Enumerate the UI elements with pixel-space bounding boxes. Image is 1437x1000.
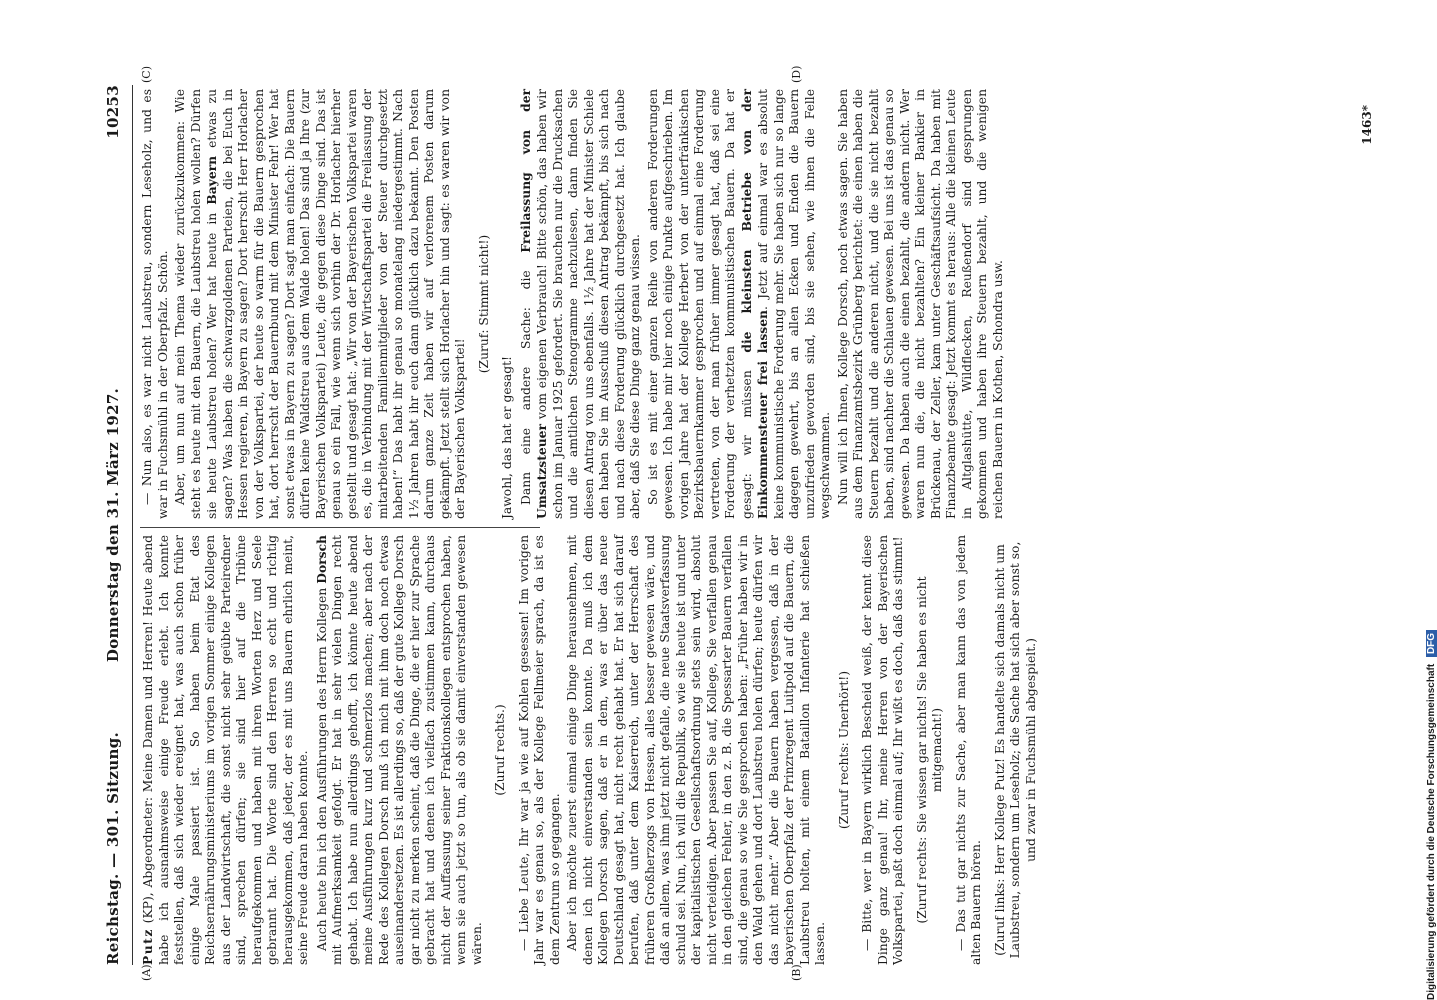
- credit-text: Digitalisierung gefördert durch die Deutsche Forschungsgemeinschaft: [1426, 663, 1437, 1000]
- paragraph-text: Dann eine andere Sache: die: [518, 252, 533, 505]
- paragraph: [314, 535, 486, 965]
- emphasis: Dorsch: [313, 535, 329, 584]
- paragraph: [836, 89, 1007, 519]
- left-column: [140, 535, 1362, 965]
- paragraph-text: — Liebe Leute, Ihr war ja wie auf Kohlen gesessen! Im vorigen Jahr war es genau so, als der Kollege Fellmeier sprach, da ist es dem Zentrum so gegangen.: [516, 535, 562, 965]
- interjection: (Zuruf links: Herr Kollege Putz! Es handelte sich damals nicht um Laubstreu, sondern um Leseholz; die Sache hat sich aber sonst so, und zwar in Fuchsmühl abgespielt.): [992, 541, 1038, 959]
- emphasis: die kleinsten Betriebe von der Einkommensteuer frei lassen: [738, 89, 770, 519]
- paragraph: [173, 89, 469, 519]
- digitization-credit: [1426, 400, 1437, 1000]
- emphasis: Bayern: [204, 155, 219, 205]
- header-left: Reichstag. — 301. Sitzung.: [104, 731, 122, 965]
- header-rule: [132, 85, 133, 965]
- margin-marker-d: (D): [790, 65, 803, 83]
- paragraph-text: vom eigenen Verbrauch! Bitte schön, das haben wir schon im Januar 1925 gefordert. Sie brauchen nur die Drucksachen und die amtlichen Stenogramme nachzulesen, dann finden Sie diesen Antrag von uns ebenfalls. 1½ Jahre hat der Minister Schiele den haben Sie im Ausschuß diesen Antrag bekämpft, bis sich nach und nach diese Forderung glücklich durchgesetzt hat. Ich glaube aber, daß Sie diese Dinge ganz genau wissen.: [535, 89, 642, 519]
- interjection: (Zuruf rechts: Sie wissen gar nichts! Sie haben es nicht mitgemacht!): [914, 576, 944, 924]
- interjection: (Zuruf rechts.): [493, 704, 507, 796]
- paragraph-text: . Jetzt auf einmal war es absolut keine kommunistische Forderung mehr. Sie haben sich nur so lange dagegen gewehrt, bis an allen Ecken und Enden die Bauern unzufrieden geworden sind, bis sie sehen, wie ihnen die Felle wegschwammen.: [756, 89, 832, 519]
- margin-marker-c: (C): [140, 66, 153, 83]
- paragraph-text: — Nun also, es war nicht Laubstreu, sondern Leseholz, und es war in Fuchsmühl in der Oberpfalz. Schön.: [140, 89, 170, 519]
- header-center: Donnerstag den 31. März 1927.: [104, 387, 122, 663]
- margin-marker-a: (A): [140, 964, 153, 981]
- paragraph-text: mit Aufmerksamkeit gefolgt. Er hat in sehr vielen Dingen recht gehabt. Ich habe nun allerdings gehofft, ich könnte heute abend meine Ausführungen kurz und schmerzlos machen; aber nach der Rede des Kollegen Dorsch muß ich mich mit ihm doch noch etwas auseinandersetzen. Es ist allerdings so, daß der gute Kollege Dorsch gar nicht zu merken scheint, daß die Dinge, die er hier zur Sprache gebracht hat und denen ich vielfach zustimmen kann, durchaus nicht der Auffassung seiner Fraktionskollegen entsprochen haben, wenn sie auch jetzt so tun, als ob sie damit einverstanden gewesen wären.: [330, 535, 484, 965]
- paragraph: [517, 535, 564, 965]
- dfg-badge: DFG: [1426, 630, 1437, 657]
- paragraph: [954, 535, 985, 965]
- margin-marker-b: (B): [790, 964, 803, 981]
- speech-text: (KP), Abgeordneter: Meine Damen und Herren! Heute abend habe ich ausnahmsweise einige Freude erlebt. Ich konnte feststellen, daß sich wieder ereignet hat, was auch schon früher einige Male passiert ist. So haben beim Etat des Reichsernährungsministeriums im vorigen Sommer einige Kollegen aus der Landwirtschaft, die sonst nicht sehr geübte Parteiredner sind, sprechen dürfen; sie sind hier auf die Tribüne heraufgekommen und haben mit ihren Worten Herz und Seele gebrannt hat. Die Worte sind den Herren so echt und richtig herausgekommen, daß jeder, der es mit uns Bauern ehrlich meint, seine Freude daran haben konnte.: [141, 535, 310, 965]
- right-column: [140, 89, 1362, 519]
- paragraph-text: — Bitte, wer in Bayern wirklich Bescheid weiß, der kennt diese Dinge ganz genau! Ihr, meine Herren von der Bayerischen Volkspartei, paßt doch einmal auf; Ihr wißt es doch, daß das stimmt!: [860, 535, 905, 965]
- interjection: (Zuruf rechts: Unerhört!): [836, 670, 851, 830]
- speech-opening: [140, 535, 312, 965]
- page-number: 10253: [104, 85, 122, 139]
- paragraph-text: Aber ich möchte zuerst einmal einige Dinge herausnehmen, mit denen ich nicht einverstanden sein konnte. Da muß ich dem Kollegen Dorsch sagen, daß er in dem, was er über das neue Deutschland gesagt hat, nicht recht gehabt hat. Er hat sich darauf berufen, daß unter dem Kaiserreich, unter der Herrschaft des früheren Großherzogs von Hessen, alles besser gewesen wäre, und daß an allem, was ihm jetzt nicht gefalle, die neue Staatsverfassung schuld sei. Nun, ich will die Republik, so wie sie heute ist und unter der kapitalistischen Gesellschaftsordnung stets sein wird, absolut nicht verteidigen. Aber passen Sie auf, Kollege, Sie verfallen genau in den gleichen Fehler, in den z. B. die Spessarter Bauern verfallen sind, die genau so wie Sie gesprochen haben: „Früher haben wir in den Wald gehen und dort Laubstreu holen dürfen; heute dürfen wir das nicht mehr.“ Aber die Bauern haben vergessen, daß in der bayerischen Oberpfalz der Prinzregent Luitpold auf die Bauern, die Laubstreu holten, mit einem Bataillon Infanterie hat schießen lassen.: [565, 535, 827, 965]
- paragraph: [565, 535, 829, 965]
- paragraph-text: Auch heute bin ich den Ausführungen des Herrn Kollegen: [314, 583, 329, 951]
- document-page: [90, 65, 1380, 985]
- paragraph-text: So ist es mit einer ganzen Reihe von anderen Forderungen gewesen. Ich habe mir hier noch einige Punkte aufgeschrieben. Im vorigen Jahre hat der Kollege Herbert von der unterfränkischen Bezirksbauernkammer gesprochen und auf einmal eine Forderung vertreten, von der man früher immer gesagt hat, daß sei eine Forderung der verhetzten kommunistischen Bauern. Da hat er gesagt: wir müssen: [645, 89, 754, 519]
- paragraph-text: — Das tut gar nichts zur Sache, aber man kann das von jedem alten Bauern hören.: [953, 535, 983, 965]
- emphasis: Freilassung von der Umsatzsteuer: [517, 89, 549, 519]
- paragraph-text: etwas zu sagen? Was haben die schwarzgoldenen Parteien, die bei Euch in Hessen regieren, in Bayern zu sagen? Dort herrscht Herr Horlacher von der Volkspartei, der heute so warm für die Bauern gesprochen hat, dort herrscht der Bauernbund mit dem Minister Fehr! Wer hat sonst etwas in Bayern zu sagen? Dort sagt man einfach: Die Bauern dürfen keine Waldstreu aus dem Walde holen! Das sind ja Ihre (zur Bayerischen Volkspartei) Leute, die gegen diese Dinge sind. Das ist genau so ein Fall, wie wenn sich vorhin der Dr. Horlacher hierher gestellt und gesagt hat: „Wir von der Bayerischen Volkspartei waren es, die in Verbindung mit der Wirtschaftspartei die Freilassung der mitarbeitenden Familienmitglieder von der Steuer durchgesetzt haben!“ Das habt ihr genau so monatelang niedergestimmt. Nach 1½ Jahren habt ihr euch dann glücklich dazu bekannt. Den Posten darum ganze Zeit haben wir auf verlorenem Posten darum gekämpft. Jetzt stellt sich Horlacher hin und sagt: es waren wir von der Bayerischen Volkspartei!: [205, 89, 467, 519]
- paragraph: [646, 89, 834, 519]
- paragraph: [518, 89, 644, 519]
- page-code: 1463*: [1360, 105, 1374, 145]
- speaker-name: Putz: [140, 928, 155, 965]
- column-rule: [140, 527, 540, 528]
- interjection: (Zuruf: Stimmt nicht!): [476, 234, 491, 374]
- running-header: [104, 85, 130, 965]
- paragraph: Jawohl, das hat er gesagt!: [500, 356, 514, 519]
- paragraph: [860, 535, 907, 965]
- paragraph-text: Nun will ich Ihnen, Kollege Dorsch, noch etwas sagen. Sie haben aus dem Finanzamtsbezirk Grünberg berichtet: die einen haben die Steuern bezahlt und die anderen nicht, und die sie nicht bezahlt haben, sind nachher die Schlauen gewesen. Bei uns ist das genau so gewesen. Da haben auch die einen bezahlt, die andern nicht. Wer waren nun die, die nicht bezahlten? Ein kleiner Bankier in Brückenau, der Zeller, kam unter Geschäftsaufsicht. Da haben mit Finanzbeamte gesagt: Jetzt kommt es heraus: Alle die kleinen Leute in Altglashütte, Wildflecken, Reußendorf sind gesprungen gekommen und haben ihre Steuern bezahlt, und die wenigen reichen Bauern in Kothen, Schondra usw.: [835, 89, 1005, 519]
- paragraph-text: Aber, um nun auf mein Thema wieder zurückzukommen: Wie steht es heute mit den Bauern, die Laubstreu holen wollen? Dürfen sie heute Laubstreu holen? Wer hat heute in: [173, 89, 219, 519]
- paragraph: [140, 89, 171, 519]
